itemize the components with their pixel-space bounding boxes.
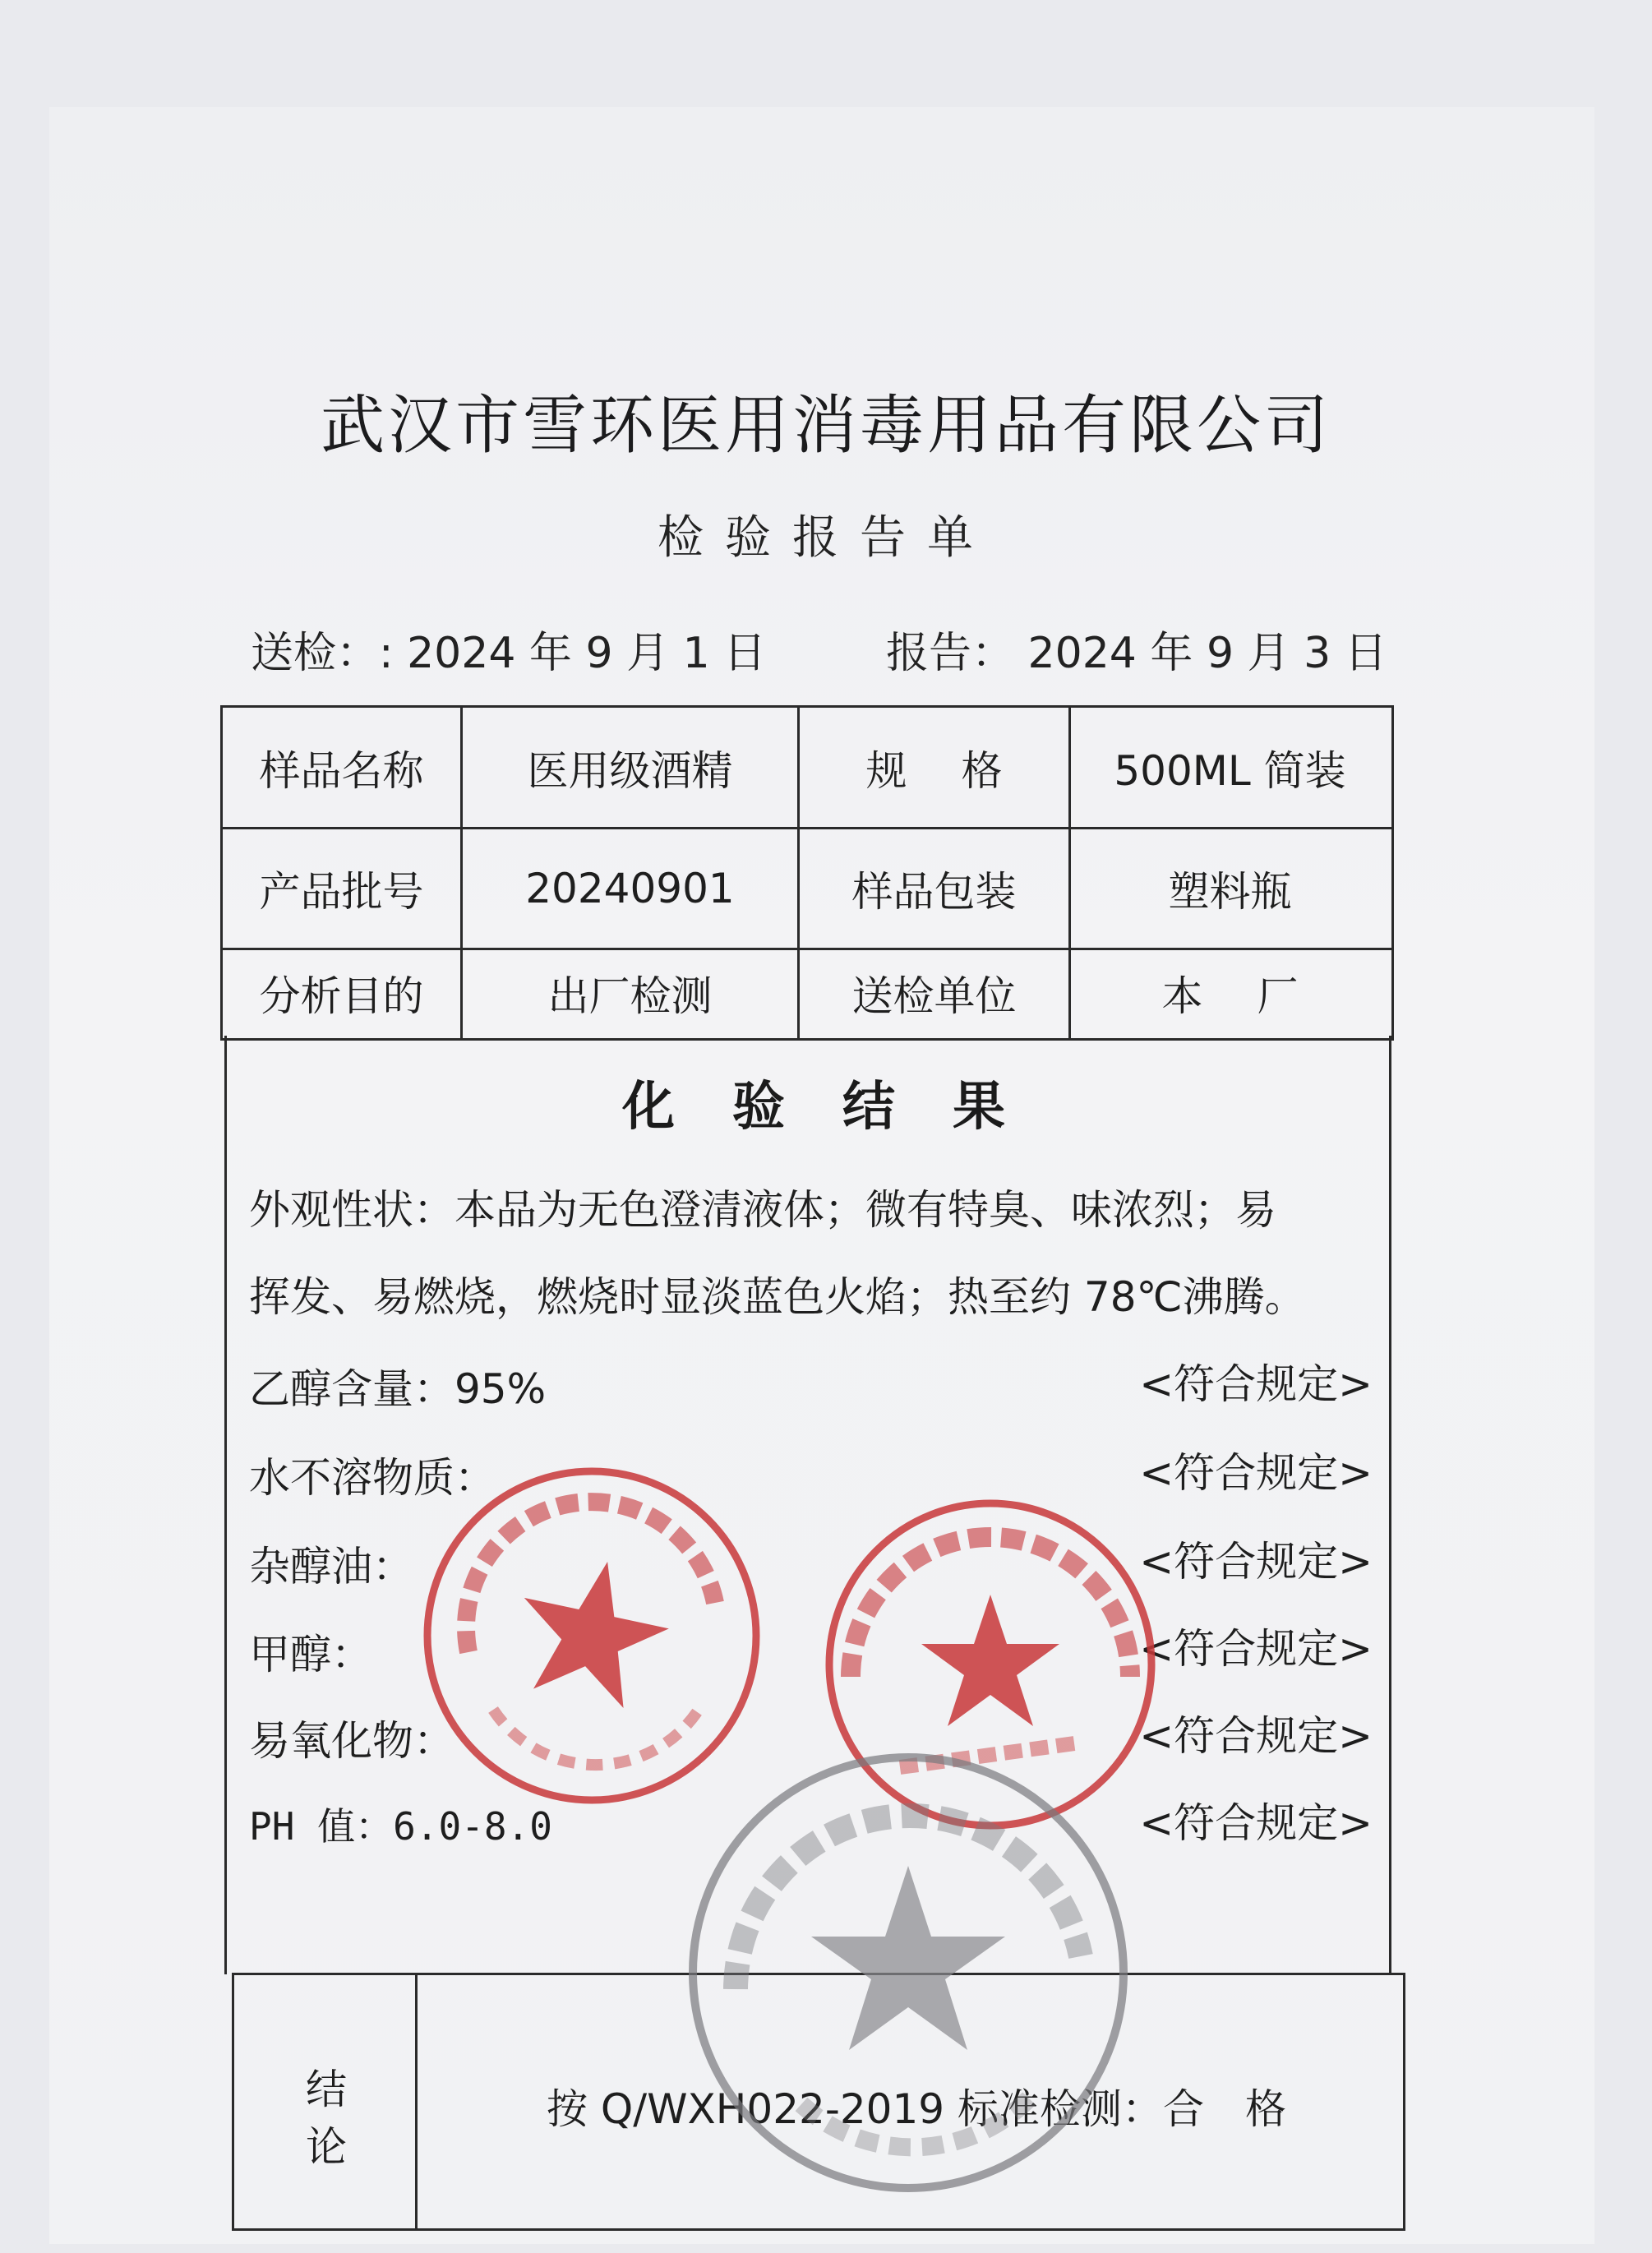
report-date-row bbox=[886, 618, 1387, 680]
test-label: 乙醇含量：95% bbox=[249, 1365, 547, 1413]
row-2-value-2: 塑料瓶 bbox=[1168, 868, 1292, 916]
stamp-company bbox=[678, 1743, 1138, 2203]
row-3-value-1: 出厂检测 bbox=[547, 972, 713, 1020]
conclusion-label-bottom: 论 bbox=[306, 2123, 347, 2171]
results-left-border bbox=[224, 1036, 227, 1974]
conclusion-label-top: 结 bbox=[306, 2066, 347, 2113]
report-date: 2024 年 9 月 3 日 bbox=[1027, 629, 1387, 678]
test-label: 易氧化物： bbox=[249, 1717, 455, 1765]
appearance-line-1: 外观性状：本品为无色澄清液体；微有特臭、味浓烈；易 bbox=[249, 1186, 1276, 1234]
star-icon bbox=[921, 1595, 1059, 1726]
company-name: 武汉市雪环医用消毒用品有限公司 bbox=[320, 389, 1331, 463]
star-icon bbox=[811, 1866, 1005, 2050]
test-label: 水不溶物质： bbox=[249, 1454, 496, 1502]
test-label: 杂醇油： bbox=[249, 1543, 413, 1590]
row-3-value-2: 本 厂 bbox=[1161, 972, 1299, 1020]
star-icon bbox=[506, 1546, 680, 1714]
test-verdict: <符合规定> bbox=[1139, 1799, 1373, 1847]
test-verdict: <符合规定> bbox=[1139, 1360, 1373, 1408]
row-1-label-2: 规 格 bbox=[865, 746, 1003, 795]
row-1-value-2: 500ML 简装 bbox=[1114, 746, 1346, 795]
row-3-label-1: 分析目的 bbox=[259, 972, 424, 1020]
report-title: 检验报告单 bbox=[658, 511, 994, 565]
submit-date-row bbox=[251, 618, 766, 680]
test-verdict: <符合规定> bbox=[1139, 1449, 1373, 1497]
submit-label: 送检：: bbox=[251, 629, 394, 678]
row-1-value-1: 医用级酒精 bbox=[527, 746, 733, 795]
submit-date: 2024 年 9 月 1 日 bbox=[407, 629, 767, 678]
test-verdict: <符合规定> bbox=[1139, 1538, 1373, 1586]
results-right-border bbox=[1389, 1036, 1391, 1974]
row-2-label-2: 样品包装 bbox=[851, 868, 1017, 916]
report-label: 报告： bbox=[886, 629, 1015, 678]
row-2-value-1: 20240901 bbox=[525, 865, 735, 912]
row-1-label-1: 样品名称 bbox=[259, 746, 424, 795]
row-3-label-2: 送检单位 bbox=[851, 972, 1017, 1020]
test-verdict: <符合规定> bbox=[1139, 1625, 1373, 1673]
test-label: PH 值：6.0-8.0 bbox=[249, 1804, 552, 1849]
appearance-line-2: 挥发、易燃烧，燃烧时显淡蓝色火焰；热至约 78℃沸腾。 bbox=[249, 1273, 1306, 1321]
conclusion-divider bbox=[415, 1973, 418, 2228]
test-verdict: <符合规定> bbox=[1139, 1712, 1373, 1760]
row-2-label-1: 产品批号 bbox=[259, 868, 424, 916]
results-title: 化验结果 bbox=[622, 1077, 1063, 1138]
test-label: 甲醇： bbox=[249, 1631, 372, 1678]
conclusion-text: 按 Q/WXH022-2019 标准检测：合 格 bbox=[547, 2085, 1286, 2133]
